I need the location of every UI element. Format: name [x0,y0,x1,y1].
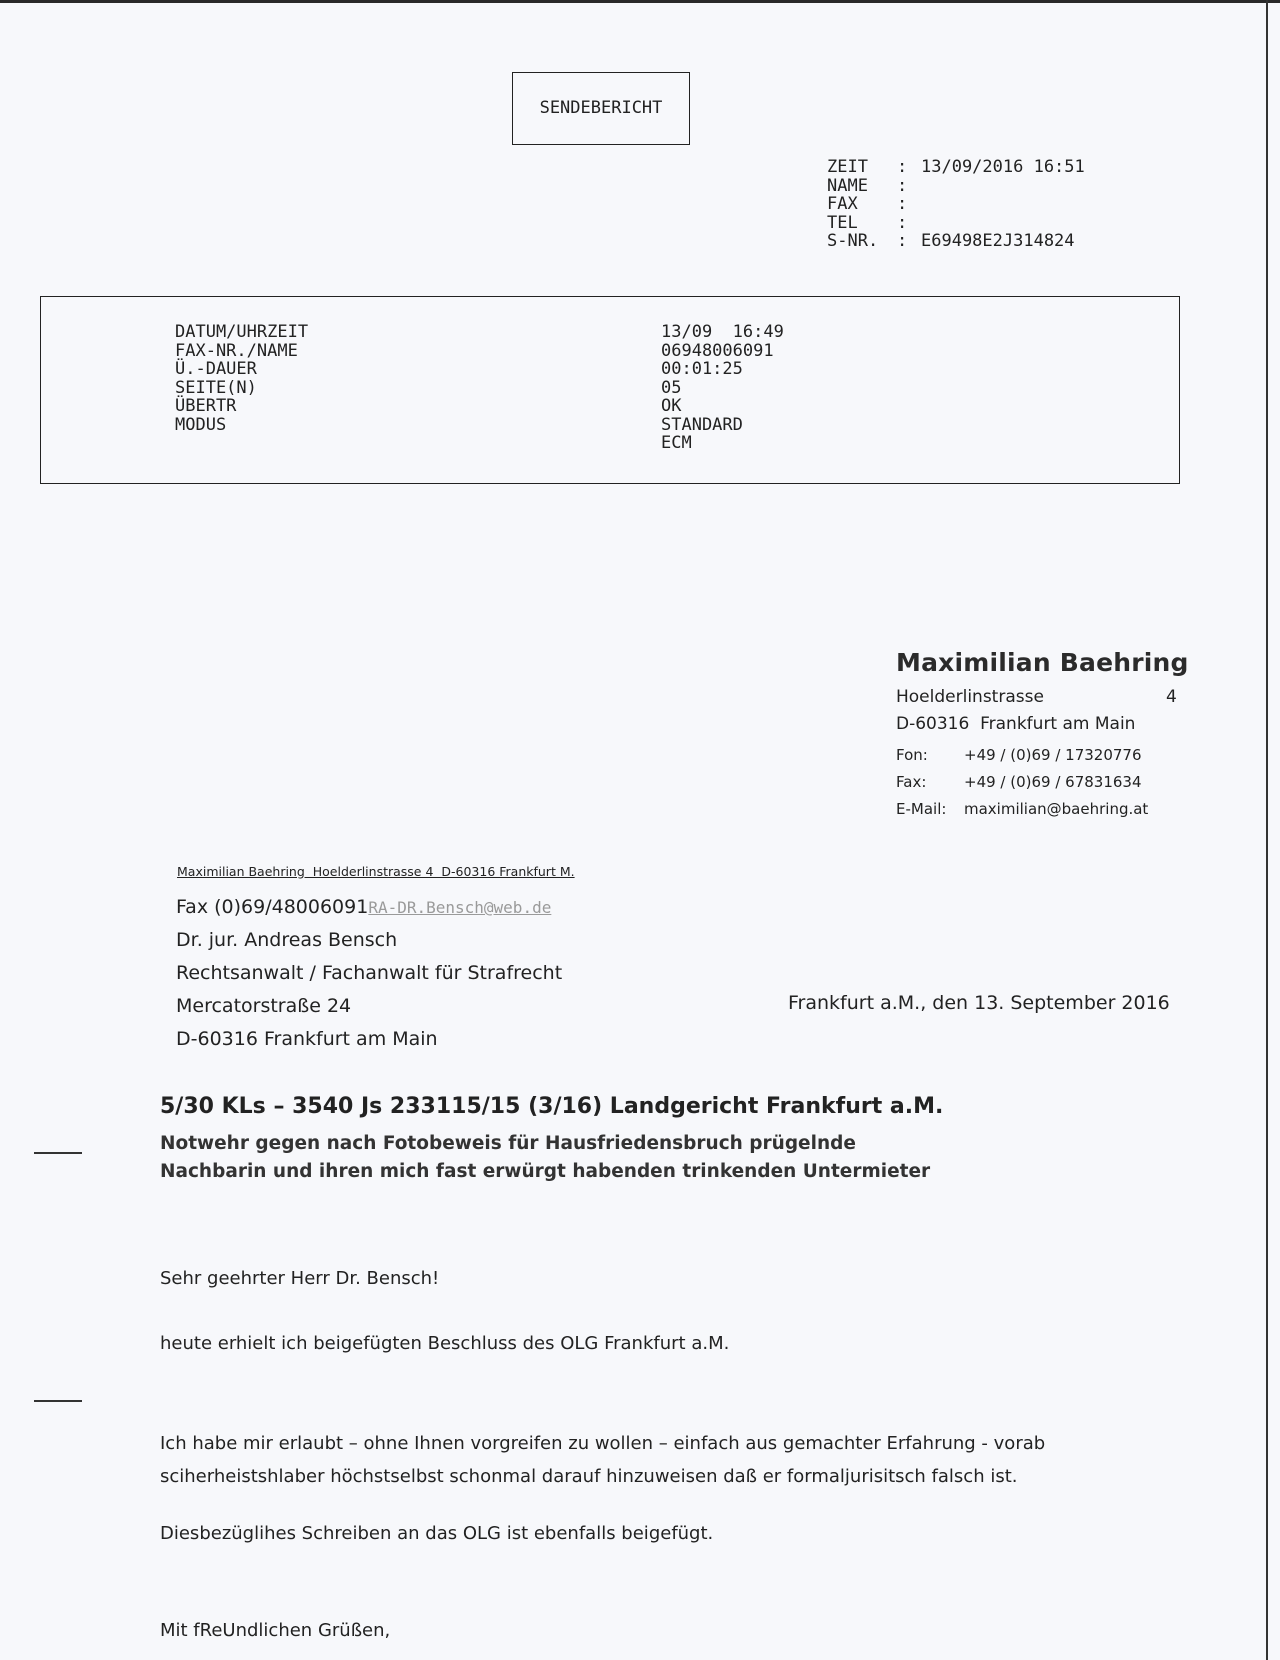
header-label: ZEIT [827,157,868,177]
sender-letterhead [896,648,1189,822]
header-label: TEL [827,212,858,233]
detail-label: ÜBERTR [175,396,237,416]
report-details-box [40,296,1180,484]
recipient-name: Dr. jur. Andreas Bensch [176,929,398,951]
header-label: NAME [827,175,868,196]
detail-value: 06948006091 [661,340,774,361]
fax-label: Fax: [896,772,927,791]
detail-value: OK [661,396,682,416]
sender-city: D-60316 Frankfurt am Main [896,714,1136,734]
sender-email: maximilian@baehring.at [964,799,1149,818]
recipient-city: D-60316 Frankfurt am Main [176,1028,438,1050]
header-row-zeit: ZEIT : 13/09/2016 16:51 [827,157,1085,177]
report-header-info [827,158,1085,251]
sender-name: Maximilian Baehring [896,648,1189,677]
header-label: S-NR. [827,231,879,251]
sender-email-line [896,795,1189,822]
return-address: Maximilian Baehring Hoelderlinstrasse 4 D-60316 Frankfurt M. [177,864,575,879]
body-paragraph-1: heute erhielt ich beigefügten Beschluss des OLG Frankfurt a.M. [160,1333,730,1354]
header-row-name: NAME : [827,175,908,196]
email-label: E-Mail: [896,799,947,818]
detail-label: FAX-NR./NAME [175,340,298,361]
detail-value: 05 [661,377,682,398]
detail-value: 00:01:25 [661,359,743,379]
detail-label: MODUS [175,414,227,435]
report-labels [175,323,308,434]
recipient-email: RA-DR.Bensch@web.de [368,898,552,917]
recipient-fax: Fax (0)69/48006091 [176,896,369,918]
report-title-box [512,72,690,145]
report-title: SENDEBERICHT [539,98,663,119]
detail-value: ECM [661,433,692,453]
scan-edge-right [1266,0,1268,1660]
body-paragraph-2-line-2: sciherheistshlaber höchstselbst schonmal darauf hinzuweisen daß er formaljurisitsch falsch ist. [160,1466,1018,1487]
subject-description: Notwehr gegen nach Fotobeweis für Hausfriedensbruch prügelnde Nachbarin und ihren mich fast erwürgt habenden trinkenden Untermieter [160,1133,931,1182]
report-values [661,323,784,453]
salutation: Sehr geehrter Herr Dr. Bensch! [160,1268,440,1289]
detail-label: DATUM/UHRZEIT [175,322,309,342]
closing: Mit fReUndlichen Grüßen, [160,1620,391,1641]
fold-mark-lower [34,1400,82,1402]
body-paragraph-2-line-1: Ich habe mir erlaubt – ohne Ihnen vorgreifen zu wollen – einfach aus gemachter Erfahrung - vorab [160,1433,1046,1454]
sender-fax-line [896,768,1189,795]
header-row-snr: S-NR. : E69498E2J314824 [827,231,1075,251]
header-value: 13/09/2016 16:51 [921,157,1085,177]
sender-house-number: 4 [1165,687,1177,707]
fax-number: +49 / (0)69 / 67831634 [964,772,1142,791]
sender-street: Hoelderlinstrasse [896,687,1044,707]
body-paragraph-2 [160,1427,1045,1493]
header-label: FAX [827,194,858,214]
recipient-block [176,896,562,1061]
header-row-tel: TEL : [827,212,908,233]
scan-edge-top [0,0,1280,3]
fon-number: +49 / (0)69 / 17320776 [964,745,1142,764]
recipient-title: Rechtsanwalt / Fachanwalt für Strafrecht [176,962,563,984]
sender-street-line [896,687,1189,714]
fon-label: Fon: [896,745,928,764]
sender-fon-line [896,741,1189,768]
recipient-street: Mercatorstraße 24 [176,995,352,1017]
subject-case-reference: 5/30 KLs – 3540 Js 233115/15 (3/16) Landgericht Frankfurt a.M. [160,1094,944,1119]
detail-label: SEITE(N) [175,377,257,398]
body-paragraph-3: Diesbezüglihes Schreiben an das OLG ist ebenfalls beigefügt. [160,1523,714,1544]
recipient-fax-line [176,896,562,929]
header-row-fax: FAX : [827,194,908,214]
detail-value: STANDARD [661,414,743,435]
detail-label: Ü.-DAUER [175,359,257,379]
detail-value: 13/09 16:49 [661,322,784,342]
fold-mark-upper [34,1152,82,1154]
letter-date: Frankfurt a.M., den 13. September 2016 [788,992,1170,1014]
header-value: E69498E2J314824 [921,231,1075,251]
